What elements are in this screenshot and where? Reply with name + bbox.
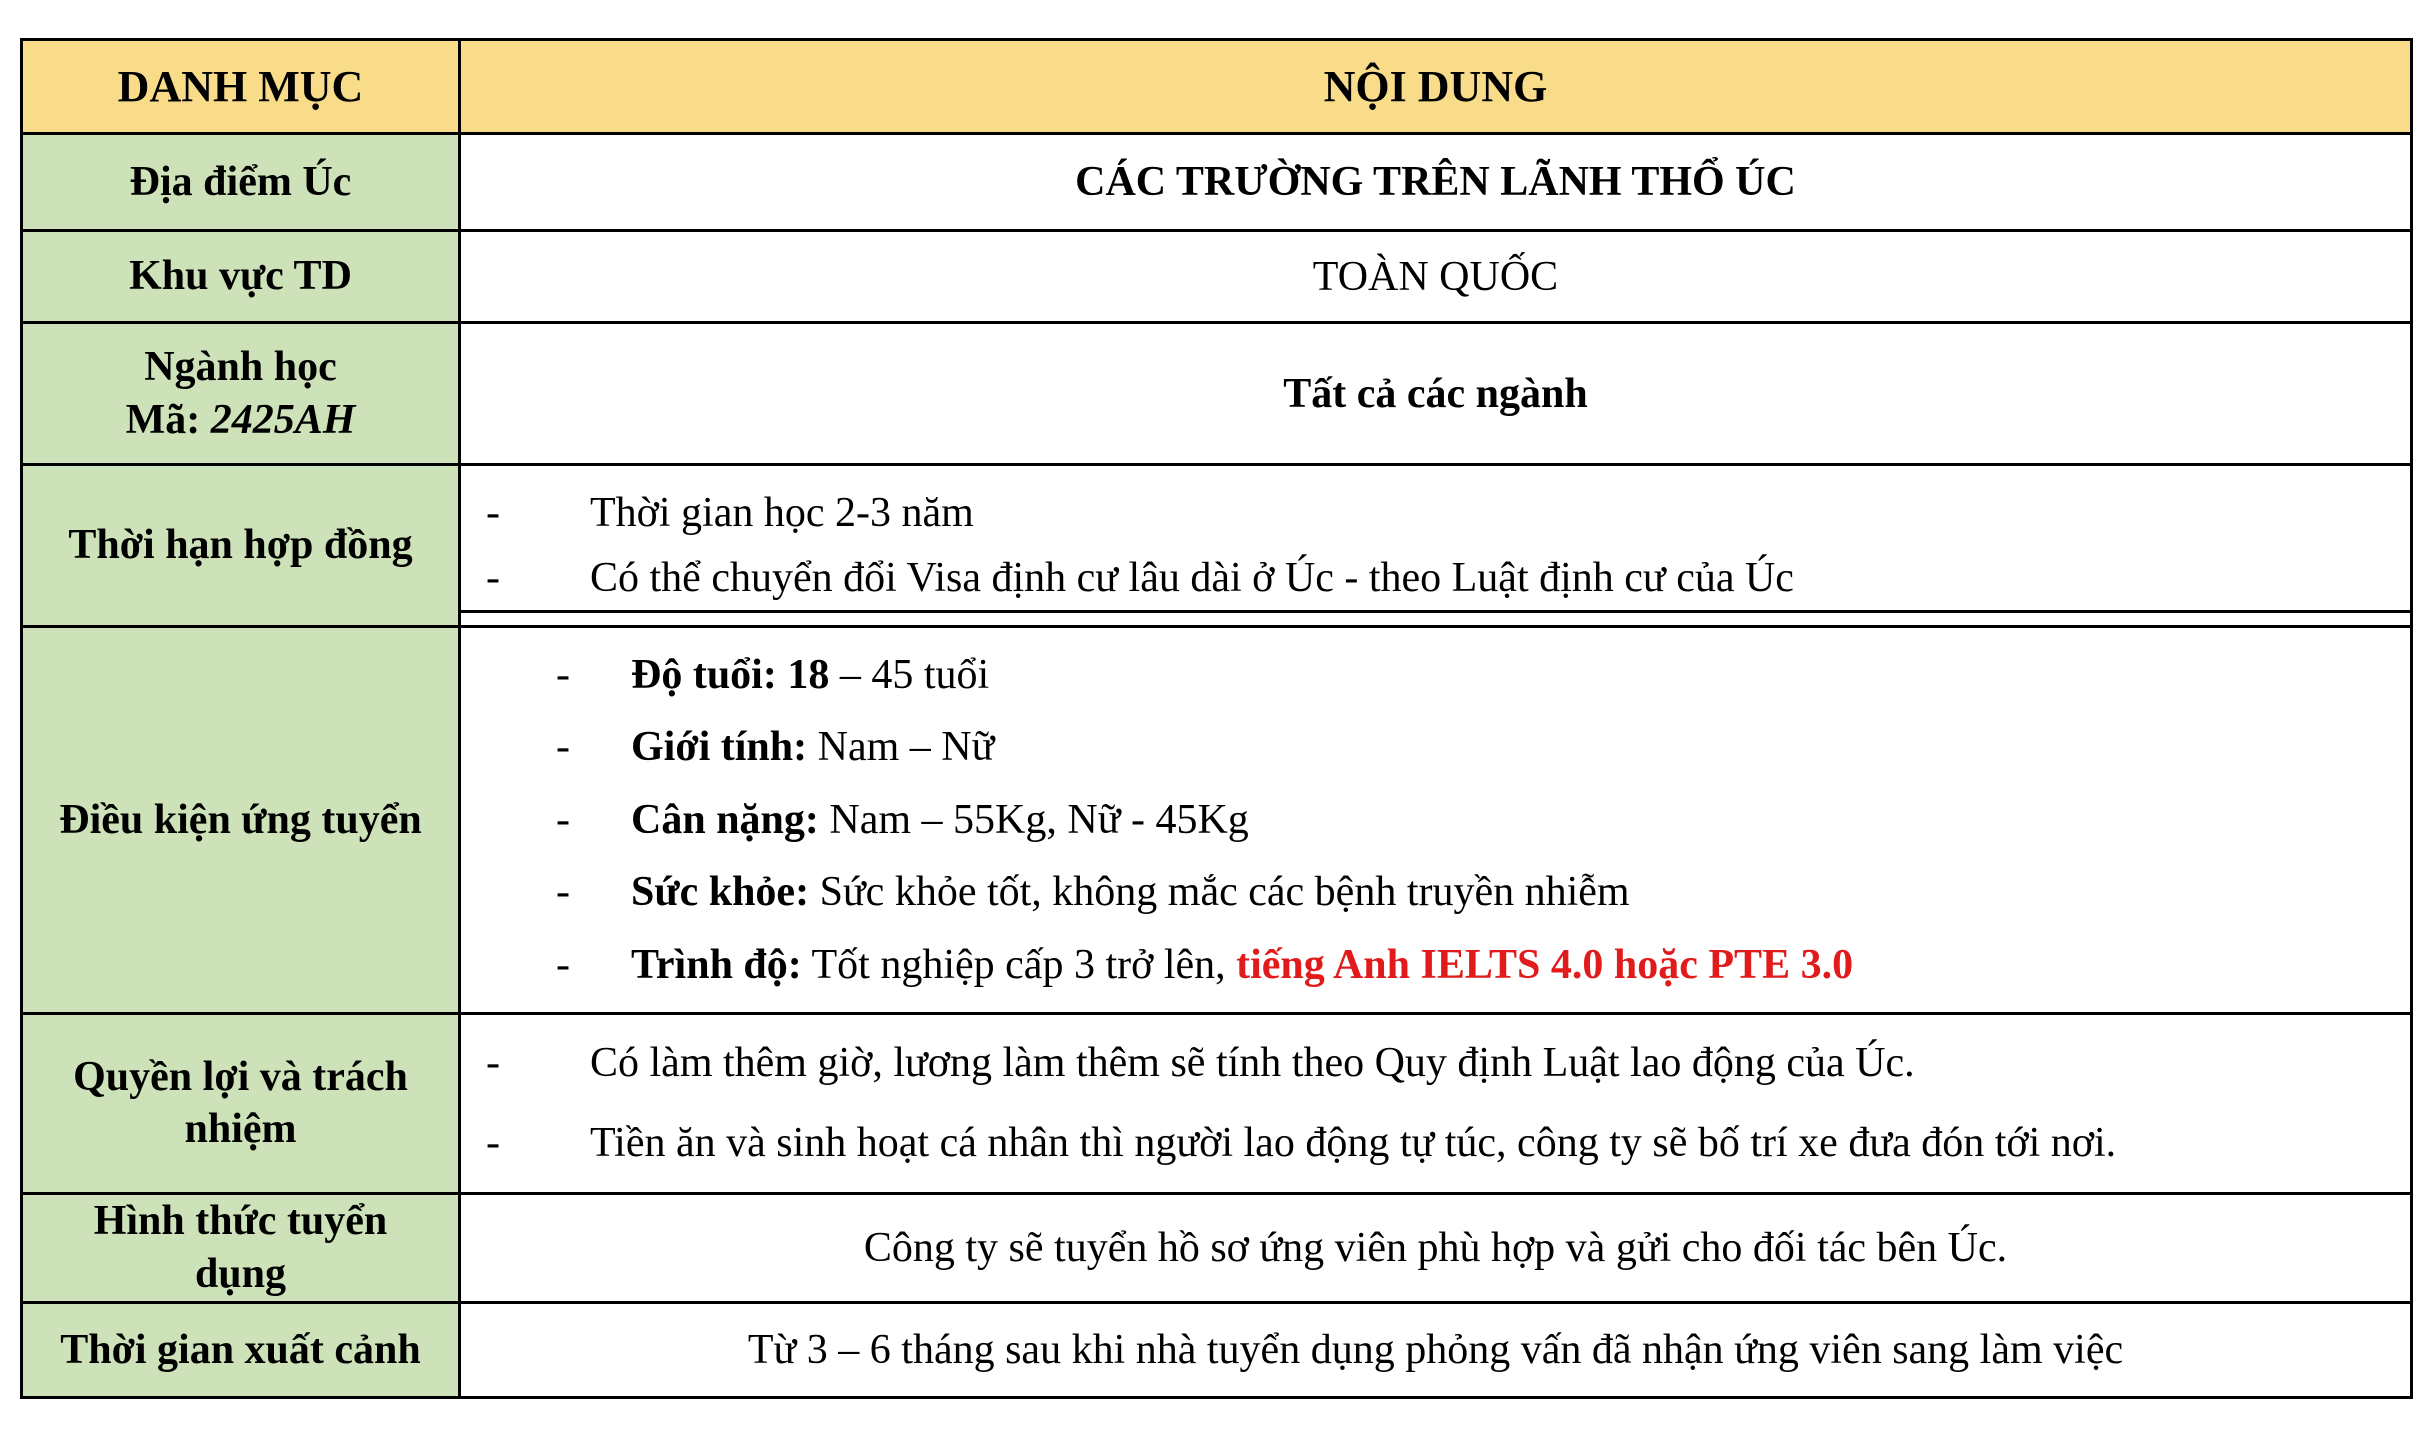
label-benefits — [22, 1013, 460, 1193]
english-requirement: tiếng Anh IELTS 4.0 hoặc PTE 3.0 — [1236, 941, 1854, 988]
dash-mark: - — [556, 869, 570, 916]
item-text: Có làm thêm giờ, lương làm thêm sẽ tính theo Quy định Luật lao động của Úc. — [590, 1040, 1915, 1087]
item-label: Giới tính: — [631, 724, 808, 771]
row-area — [22, 231, 2412, 323]
label-recruitment-line2: dụng — [194, 1250, 287, 1297]
code-value: 2425AH — [210, 396, 356, 443]
value-conditions — [460, 627, 2412, 1014]
label-benefits-line1: Quyền lợi và trách — [73, 1053, 408, 1100]
item-text: – 45 tuổi — [839, 652, 990, 698]
item-label: Cân nặng: — [631, 796, 819, 843]
value-location: CÁC TRƯỜNG TRÊN LÃNH THỔ ÚC — [460, 134, 2412, 231]
contract-list — [461, 488, 2410, 603]
item-label: Độ tuổi: — [631, 652, 777, 698]
list-item — [461, 1038, 2410, 1088]
list-item — [461, 867, 2410, 917]
job-info-table — [20, 38, 2413, 1399]
dash-mark: - — [486, 1040, 500, 1087]
value-area: TOÀN QUỐC — [460, 231, 2412, 323]
label-recruitment-line1: Hình thức tuyển — [93, 1198, 388, 1245]
row-conditions — [22, 627, 2412, 1014]
item-bold-value: 18 — [787, 652, 830, 698]
row-major — [22, 323, 2412, 465]
dash-mark: - — [556, 724, 570, 771]
value-major: Tất cả các ngành — [460, 323, 2412, 465]
header-category: DANH MỤC — [22, 40, 460, 134]
dash-mark: - — [486, 554, 500, 601]
list-item — [461, 650, 2410, 700]
dash-mark: - — [486, 1120, 500, 1167]
label-location: Địa điểm Úc — [22, 134, 460, 231]
label-conditions: Điều kiện ứng tuyển — [22, 627, 460, 1014]
value-contract — [460, 465, 2412, 627]
dash-mark: - — [556, 941, 570, 988]
header-row — [22, 40, 2412, 134]
benefits-list — [461, 1038, 2410, 1169]
label-major-title: Ngành học — [144, 344, 337, 390]
label-area: Khu vực TD — [22, 231, 460, 323]
item-label: Trình độ: — [631, 941, 802, 988]
list-item — [461, 488, 2410, 538]
list-item — [461, 553, 2410, 603]
header-content: NỘI DUNG — [460, 40, 2412, 134]
value-recruitment: Công ty sẽ tuyển hồ sơ ứng viên phù hợp và gửi cho đối tác bên Úc. — [460, 1193, 2412, 1302]
label-benefits-line2: nhiệm — [184, 1106, 297, 1153]
item-text: Nam – 55Kg, Nữ - 45Kg — [829, 796, 1249, 843]
value-benefits — [460, 1013, 2412, 1193]
item-text: Tiền ăn và sinh hoạt cá nhân thì người lao động tự túc, công ty sẽ bố trí xe đưa đón tới nơi. — [590, 1120, 2117, 1167]
inner-divider — [461, 610, 2410, 613]
dash-mark: - — [556, 652, 570, 698]
conditions-list — [461, 650, 2410, 990]
dash-mark: - — [556, 796, 570, 843]
list-item — [461, 795, 2410, 845]
row-benefits — [22, 1013, 2412, 1193]
item-text: Thời gian học 2-3 năm — [590, 490, 974, 537]
item-text: Nam – Nữ — [817, 724, 995, 771]
list-item — [461, 940, 2410, 990]
label-contract: Thời hạn hợp đồng — [22, 465, 460, 627]
value-departure: Từ 3 – 6 tháng sau khi nhà tuyển dụng phỏng vấn đã nhận ứng viên sang làm việc — [460, 1302, 2412, 1397]
list-item — [461, 722, 2410, 772]
row-location — [22, 134, 2412, 231]
row-contract — [22, 465, 2412, 627]
row-departure — [22, 1302, 2412, 1397]
item-text: Tốt nghiệp cấp 3 trở lên, — [811, 941, 1226, 988]
item-text: Sức khỏe tốt, không mắc các bệnh truyền nhiễm — [819, 869, 1630, 916]
item-text: Có thể chuyển đổi Visa định cư lâu dài ở Úc - theo Luật định cư của Úc — [590, 554, 1794, 601]
label-recruitment — [22, 1193, 460, 1302]
dash-mark: - — [486, 490, 500, 537]
label-departure: Thời gian xuất cảnh — [22, 1302, 460, 1397]
row-recruitment — [22, 1193, 2412, 1302]
list-item — [461, 1118, 2410, 1168]
code-prefix: Mã: — [125, 396, 201, 443]
item-label: Sức khỏe: — [631, 869, 810, 916]
label-major-code — [23, 394, 458, 447]
label-major — [22, 323, 460, 465]
